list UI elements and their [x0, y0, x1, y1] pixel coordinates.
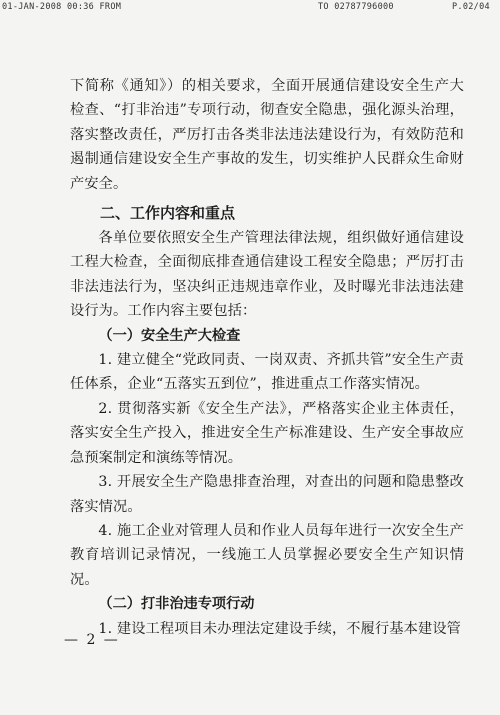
subsection-heading-safety-inspection: （一）安全生产大检查: [98, 327, 241, 344]
paragraph-intro-continued: 下简称《通知》）的相关要求，全面开展通信建设安全生产大检查、“打非治违”专项行动，彻查安全隐患，强化源头治理，落实整改责任，严厉打击各类非法违法建设行为，有效防范和遏制通信建设安全生产事故的发生，切实维护人民群众生命财产安全。: [70, 78, 464, 192]
fax-header: [0, 2, 500, 16]
list-item-3: 3. 开展安全生产隐患排查治理，对查出的问题和隐患整改落实情况。: [70, 474, 464, 515]
fax-header-to: TO 02787796000: [318, 2, 394, 12]
fax-header-page: P.02/04: [452, 2, 490, 12]
list-item-4: 4. 施工企业对管理人员和作业人员每年进行一次安全生产教育培训记录情况，一线施工人员掌握必要安全生产知识情况。: [70, 522, 464, 588]
list-item-1: 1. 建立健全“党政同责、一岗双责、齐抓共管”安全生产责任体系，企业“五落实五到位”，推进重点工作落实情况。: [70, 352, 464, 393]
subsection-heading-crackdown: （二）打非治违专项行动: [98, 596, 255, 613]
list-item-2: 2. 贯彻落实新《安全生产法》，严格落实企业主体责任，落实安全生产投入，推进安全生产标准建设、生产安全事故应急预案制定和演练等情况。: [70, 400, 464, 466]
document-body: [70, 74, 464, 641]
section-heading-work-content: 二、工作内容和重点: [100, 204, 236, 223]
page-number: — 2 —: [64, 632, 120, 648]
paragraph-work-content: 各单位要依照安全生产管理法律法规，组织做好通信建设工程大检查，全面彻底排查通信建设工程安全隐患；严厉打击非法违法行为，坚决纠正违规违章作业，及时曝光非法违法建设行为。工作内容主要包括：: [70, 230, 464, 320]
fax-header-from: 01-JAN-2008 00:36 FROM: [2, 2, 122, 12]
list-item-5: 1. 建设工程项目未办理法定建设手续，不履行基本建设管: [98, 620, 461, 637]
